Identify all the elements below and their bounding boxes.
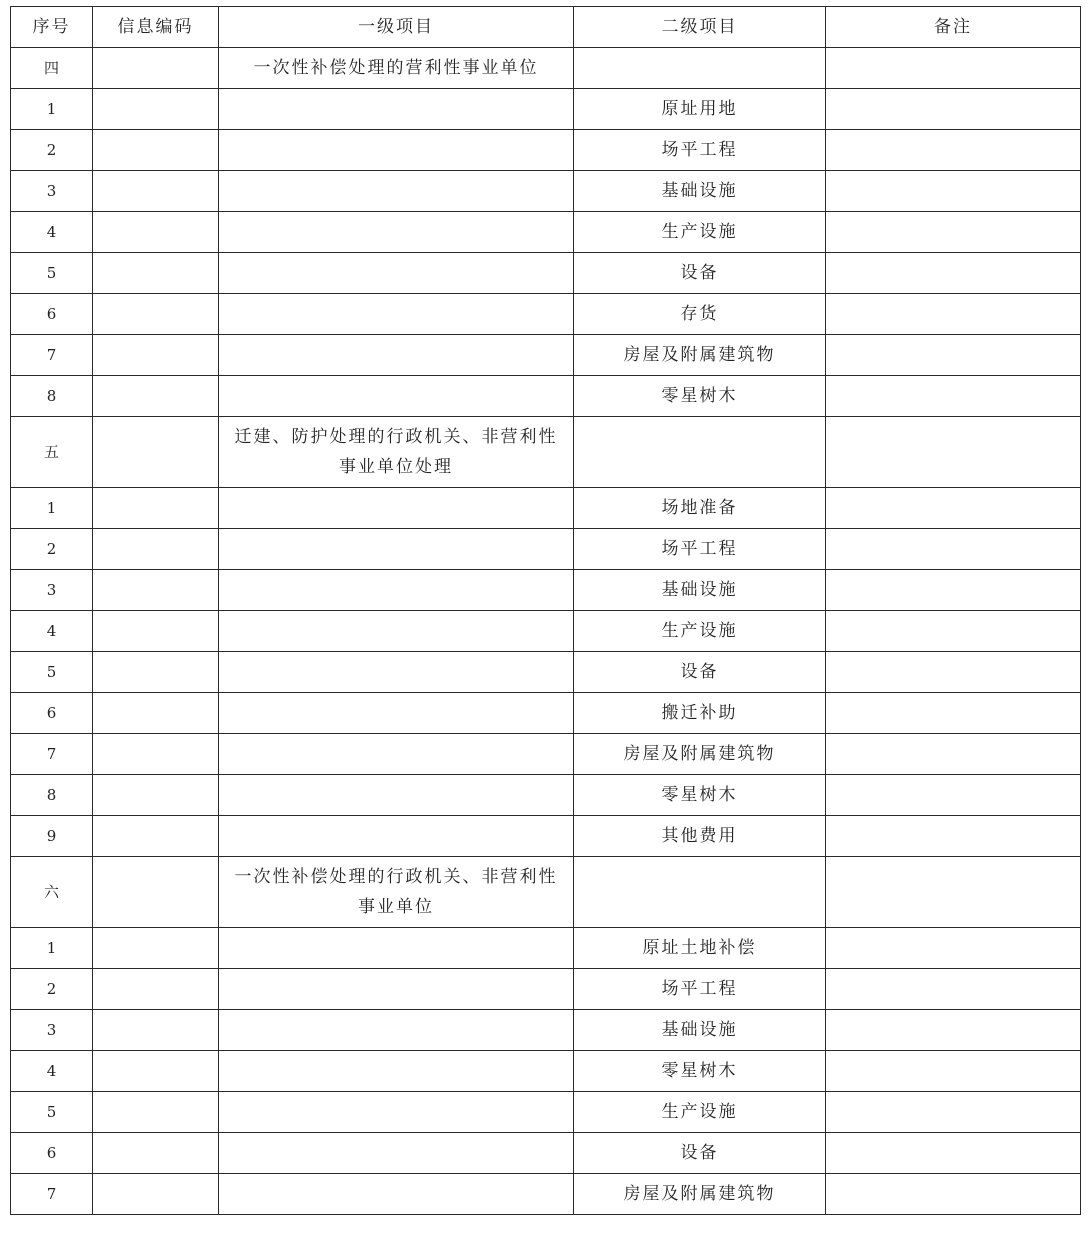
cell-code xyxy=(93,693,219,734)
cell-level2: 房屋及附属建筑物 xyxy=(574,335,826,376)
header-row xyxy=(11,7,1081,48)
cell-code xyxy=(93,1092,219,1133)
cell-seq: 7 xyxy=(11,335,93,376)
cell-seq: 六 xyxy=(11,857,93,928)
cell-level2: 场平工程 xyxy=(574,969,826,1010)
cell-code xyxy=(93,89,219,130)
cell-seq: 1 xyxy=(11,488,93,529)
cell-level1 xyxy=(219,376,574,417)
cell-remark xyxy=(826,693,1081,734)
table-row xyxy=(11,611,1081,652)
table-row xyxy=(11,376,1081,417)
cell-level1 xyxy=(219,775,574,816)
cell-level2: 场地准备 xyxy=(574,488,826,529)
cell-remark xyxy=(826,376,1081,417)
cell-level1 xyxy=(219,212,574,253)
cell-level1 xyxy=(219,928,574,969)
cell-remark xyxy=(826,816,1081,857)
cell-code xyxy=(93,969,219,1010)
cell-level1: 一次性补偿处理的营利性事业单位 xyxy=(219,48,574,89)
table-row xyxy=(11,775,1081,816)
table-row xyxy=(11,570,1081,611)
cell-level1 xyxy=(219,816,574,857)
header-code: 信息编码 xyxy=(93,7,219,48)
cell-level1 xyxy=(219,488,574,529)
table-row xyxy=(11,1051,1081,1092)
cell-level1 xyxy=(219,1174,574,1215)
table-row xyxy=(11,928,1081,969)
cell-level1 xyxy=(219,652,574,693)
cell-level1 xyxy=(219,335,574,376)
cell-level2: 设备 xyxy=(574,253,826,294)
cell-seq: 2 xyxy=(11,529,93,570)
table-row xyxy=(11,417,1081,488)
table-row xyxy=(11,488,1081,529)
cell-seq: 5 xyxy=(11,253,93,294)
cell-level2: 房屋及附属建筑物 xyxy=(574,734,826,775)
cell-level2: 搬迁补助 xyxy=(574,693,826,734)
cell-remark xyxy=(826,652,1081,693)
cell-seq: 8 xyxy=(11,775,93,816)
cell-code xyxy=(93,857,219,928)
cell-seq: 6 xyxy=(11,1133,93,1174)
cell-level2 xyxy=(574,417,826,488)
table-row xyxy=(11,130,1081,171)
cell-level2: 其他费用 xyxy=(574,816,826,857)
cell-remark xyxy=(826,1051,1081,1092)
cell-level2 xyxy=(574,48,826,89)
cell-level2: 原址土地补偿 xyxy=(574,928,826,969)
cell-level1 xyxy=(219,529,574,570)
cell-level2: 基础设施 xyxy=(574,570,826,611)
table-row xyxy=(11,294,1081,335)
cell-seq: 四 xyxy=(11,48,93,89)
table-row xyxy=(11,171,1081,212)
cell-code xyxy=(93,570,219,611)
cell-code xyxy=(93,529,219,570)
cell-level1 xyxy=(219,294,574,335)
cell-remark xyxy=(826,734,1081,775)
cell-level2: 设备 xyxy=(574,652,826,693)
cell-remark xyxy=(826,857,1081,928)
cell-seq: 6 xyxy=(11,693,93,734)
table-row xyxy=(11,969,1081,1010)
cell-remark xyxy=(826,1010,1081,1051)
cell-level2: 存货 xyxy=(574,294,826,335)
cell-level2: 场平工程 xyxy=(574,529,826,570)
table-row xyxy=(11,693,1081,734)
cell-remark xyxy=(826,969,1081,1010)
table-body xyxy=(11,48,1081,1215)
cell-level1 xyxy=(219,570,574,611)
cell-remark xyxy=(826,928,1081,969)
cell-code xyxy=(93,1133,219,1174)
table-row xyxy=(11,1133,1081,1174)
cell-level1 xyxy=(219,693,574,734)
header-level1: 一级项目 xyxy=(219,7,574,48)
cell-level2: 房屋及附属建筑物 xyxy=(574,1174,826,1215)
cell-seq: 7 xyxy=(11,734,93,775)
table-row xyxy=(11,89,1081,130)
cell-code xyxy=(93,48,219,89)
cell-seq: 4 xyxy=(11,611,93,652)
cell-code xyxy=(93,1174,219,1215)
cell-seq: 5 xyxy=(11,652,93,693)
cell-code xyxy=(93,775,219,816)
cell-level1 xyxy=(219,89,574,130)
cell-seq: 8 xyxy=(11,376,93,417)
cell-remark xyxy=(826,294,1081,335)
cell-level2: 生产设施 xyxy=(574,611,826,652)
cell-level1 xyxy=(219,1092,574,1133)
cell-code xyxy=(93,488,219,529)
cell-code xyxy=(93,816,219,857)
cell-seq: 4 xyxy=(11,212,93,253)
cell-level2: 零星树木 xyxy=(574,1051,826,1092)
cell-seq: 3 xyxy=(11,171,93,212)
cell-remark xyxy=(826,1174,1081,1215)
cell-seq: 1 xyxy=(11,89,93,130)
cell-seq: 1 xyxy=(11,928,93,969)
table-row xyxy=(11,1174,1081,1215)
cell-code xyxy=(93,253,219,294)
cell-level2: 生产设施 xyxy=(574,212,826,253)
table-row xyxy=(11,1010,1081,1051)
cell-level2: 生产设施 xyxy=(574,1092,826,1133)
cell-level2: 零星树木 xyxy=(574,775,826,816)
cell-code xyxy=(93,1051,219,1092)
cell-code xyxy=(93,376,219,417)
cell-level2: 零星树木 xyxy=(574,376,826,417)
cell-level2: 原址用地 xyxy=(574,89,826,130)
cell-seq: 3 xyxy=(11,570,93,611)
cell-remark xyxy=(826,529,1081,570)
cell-code xyxy=(93,417,219,488)
header-level2: 二级项目 xyxy=(574,7,826,48)
cell-code xyxy=(93,130,219,171)
cell-seq: 4 xyxy=(11,1051,93,1092)
cell-seq: 3 xyxy=(11,1010,93,1051)
cell-level1 xyxy=(219,1051,574,1092)
table-row xyxy=(11,529,1081,570)
cell-level2: 基础设施 xyxy=(574,1010,826,1051)
cell-level1: 一次性补偿处理的行政机关、非营利性事业单位 xyxy=(219,857,574,928)
cell-level1 xyxy=(219,734,574,775)
cell-seq: 7 xyxy=(11,1174,93,1215)
cell-code xyxy=(93,1010,219,1051)
cell-seq: 5 xyxy=(11,1092,93,1133)
table-row xyxy=(11,734,1081,775)
table-row xyxy=(11,652,1081,693)
cell-code xyxy=(93,611,219,652)
cell-seq: 五 xyxy=(11,417,93,488)
table-row xyxy=(11,48,1081,89)
table-row xyxy=(11,253,1081,294)
header-remark: 备注 xyxy=(826,7,1081,48)
cell-remark xyxy=(826,1092,1081,1133)
cell-remark xyxy=(826,775,1081,816)
cell-level2: 场平工程 xyxy=(574,130,826,171)
cell-remark xyxy=(826,570,1081,611)
table-row xyxy=(11,335,1081,376)
table-row xyxy=(11,816,1081,857)
project-table xyxy=(10,6,1081,1215)
cell-remark xyxy=(826,253,1081,294)
cell-level1 xyxy=(219,1133,574,1174)
cell-level2: 基础设施 xyxy=(574,171,826,212)
cell-level1 xyxy=(219,171,574,212)
cell-level1: 迁建、防护处理的行政机关、非营利性事业单位处理 xyxy=(219,417,574,488)
cell-seq: 2 xyxy=(11,969,93,1010)
cell-level2: 设备 xyxy=(574,1133,826,1174)
cell-level1 xyxy=(219,1010,574,1051)
table-row xyxy=(11,857,1081,928)
cell-code xyxy=(93,212,219,253)
cell-code xyxy=(93,928,219,969)
cell-remark xyxy=(826,488,1081,529)
cell-level1 xyxy=(219,611,574,652)
cell-code xyxy=(93,171,219,212)
cell-level1 xyxy=(219,969,574,1010)
cell-remark xyxy=(826,48,1081,89)
cell-remark xyxy=(826,130,1081,171)
cell-remark xyxy=(826,335,1081,376)
header-seq: 序号 xyxy=(11,7,93,48)
cell-seq: 2 xyxy=(11,130,93,171)
cell-remark xyxy=(826,1133,1081,1174)
cell-remark xyxy=(826,417,1081,488)
table-sheet xyxy=(10,6,1081,1215)
cell-level1 xyxy=(219,130,574,171)
table-row xyxy=(11,212,1081,253)
cell-code xyxy=(93,652,219,693)
cell-seq: 6 xyxy=(11,294,93,335)
cell-code xyxy=(93,734,219,775)
cell-level2 xyxy=(574,857,826,928)
table-row xyxy=(11,1092,1081,1133)
cell-remark xyxy=(826,212,1081,253)
cell-remark xyxy=(826,611,1081,652)
cell-seq: 9 xyxy=(11,816,93,857)
cell-remark xyxy=(826,171,1081,212)
cell-code xyxy=(93,335,219,376)
cell-remark xyxy=(826,89,1081,130)
cell-code xyxy=(93,294,219,335)
cell-level1 xyxy=(219,253,574,294)
